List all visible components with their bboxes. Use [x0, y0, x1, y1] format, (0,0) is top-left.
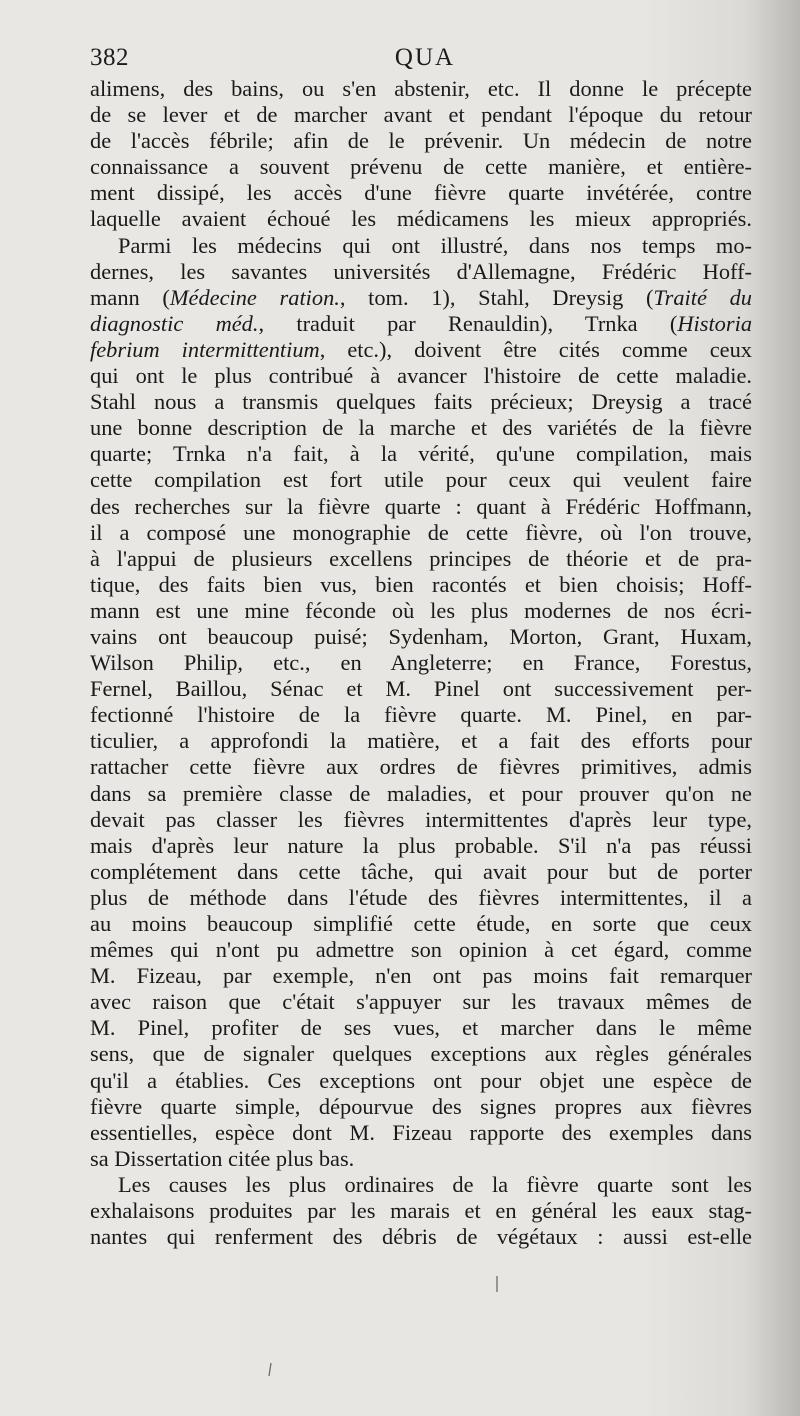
paragraph-start-line: Les causes les plus ordinaires de la fièvre quarte sont les [118, 1171, 752, 1197]
page-number: 382 [90, 44, 129, 71]
text-line: nantes qui renferment des débris de végétaux : aussi est-elle [90, 1224, 752, 1250]
text-line: M. Pinel, profiter de ses vues, et marcher dans le même [90, 1015, 752, 1041]
text-line: fièvre quarte simple, dépourvue des signes propres aux fièvres [90, 1093, 752, 1119]
text-line-with-citation: mann (Médecine ration., tom. 1), Stahl, Dreysig (Traité du [90, 284, 752, 310]
paragraph-end-line: sa Dissertation citée plus bas. [90, 1145, 355, 1171]
text-line: ticulier, a approfondi la matière, et a fait des efforts pour [90, 728, 752, 754]
ink-speck [269, 1363, 271, 1376]
text-line: devait pas classer les fièvres intermittentes d'après leur type, [90, 806, 752, 832]
text-line: de se lever et de marcher avant et pendant l'époque du retour [90, 102, 752, 128]
text-line: connaissance a souvent prévenu de cette manière, et entière- [90, 154, 752, 180]
text-line: tique, des faits bien vus, bien racontés et bien choisis; Hoff- [90, 571, 752, 597]
text-line: exhalaisons produites par les marais et en général les eaux stag- [90, 1198, 752, 1224]
text-line: mêmes qui n'ont pu admettre son opinion à cet égard, comme [90, 937, 752, 963]
text-line: rattacher cette fièvre aux ordres de fièvres primitives, admis [90, 754, 752, 780]
text-line: Wilson Philip, etc., en Angleterre; en France, Forestus, [90, 650, 752, 676]
text-line: M. Fizeau, par exemple, n'en ont pas moins fait remarquer [90, 963, 752, 989]
text-line: à l'appui de plusieurs excellens principes de théorie et de pra- [90, 545, 752, 571]
text-line-with-citation: diagnostic méd., traduit par Renauldin), Trnka (Historia [90, 310, 753, 336]
text-line: cette compilation est fort utile pour ceux qui veulent faire [90, 467, 752, 493]
paragraph-start-line: Parmi les médecins qui ont illustré, dans nos temps mo- [118, 232, 752, 258]
text-line: au moins beaucoup simplifié cette étude, en sorte que ceux [90, 911, 752, 936]
text-line: ment dissipé, les accès d'une fièvre quarte invétérée, contre [90, 180, 752, 206]
text-line: Stahl nous a transmis quelques faits précieux; Dreysig a tracé [90, 389, 752, 415]
text-line-with-citation: febrium intermittentium, etc.), doivent être cités comme ceux [90, 336, 752, 362]
text-line: quarte; Trnka n'a fait, à la vérité, qu'une compilation, mais [90, 441, 752, 467]
text-line: laquelle avaient échoué les médicamens les mieux appropriés. [90, 206, 752, 232]
text-line: Fernel, Baillou, Sénac et M. Pinel ont successivement per- [90, 676, 752, 702]
text-line: complétement dans cette tâche, qui avait pour but de porter [90, 858, 752, 884]
text-line: avec raison que c'était s'appuyer sur les travaux mêmes de [90, 989, 752, 1015]
text-line: de l'accès fébrile; afin de le prévenir. Un médecin de notre [90, 128, 752, 154]
text-line: essentielles, espèce dont M. Fizeau rapporte des exemples dans [90, 1119, 752, 1145]
text-line: alimens, des bains, ou s'en abstenir, etc. Il donne le précepte [90, 76, 752, 101]
text-line: sens, que de signaler quelques exceptions aux règles générales [90, 1041, 752, 1067]
text-line: mais d'après leur nature la plus probable. S'il n'a pas réussi [90, 832, 752, 858]
text-line: dans sa première classe de maladies, et pour prouver qu'on ne [90, 780, 752, 806]
text-line: il a composé une monographie de cette fièvre, où l'on trouve, [90, 519, 752, 545]
text-line: fectionné l'histoire de la fièvre quarte. M. Pinel, en par- [90, 702, 752, 728]
text-line: qui ont le plus contribué à avancer l'histoire de cette maladie. [90, 363, 752, 389]
text-line: une bonne description de la marche et des variétés de la fièvre [90, 415, 752, 441]
text-line: vains ont beaucoup puisé; Sydenham, Morton, Grant, Huxam, [90, 623, 752, 649]
text-line: mann est une mine féconde où les plus modernes de nos écri- [90, 597, 752, 623]
text-line: qu'il a établies. Ces exceptions ont pour objet une espèce de [90, 1067, 752, 1093]
text-line: dernes, les savantes universités d'Allemagne, Frédéric Hoff- [90, 258, 752, 284]
text-line: plus de méthode dans l'étude des fièvres intermittentes, il a [90, 884, 752, 910]
running-head: QUA [394, 44, 456, 71]
text-line: des recherches sur la fièvre quarte : quant à Frédéric Hoffmann, [90, 493, 752, 519]
